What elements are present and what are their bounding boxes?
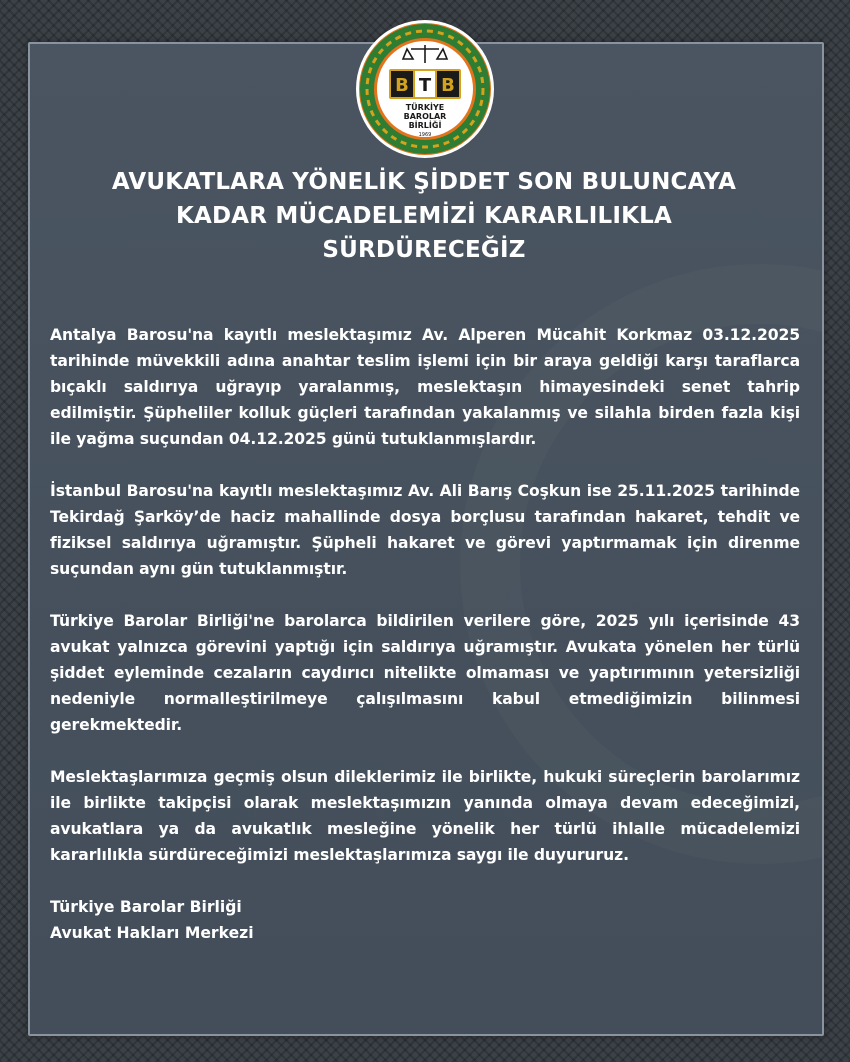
svg-text:T: T xyxy=(418,75,432,96)
svg-text:B: B xyxy=(395,75,409,96)
paragraph-istanbul: İstanbul Barosu'na kayıtlı meslektaşımız Av. Ali Barış Coşkun ise 25.11.2025 tarihinde Tekirdağ Şarköy’de haciz mahallinde dosya borçlusu tarafından hakaret, tehdit ve fiziksel saldırıya uğramıştır. Şüpheli hakaret ve görevi yaptırmamak için direnme suçundan aynı gün tutuklanmıştır. xyxy=(50,482,800,578)
signature-department: Avukat Hakları Merkezi xyxy=(50,924,254,942)
tbb-logo xyxy=(355,19,495,159)
logo-text-line1: TÜRKİYE xyxy=(405,103,445,112)
paragraph-statistics: Türkiye Barolar Birliği'ne barolarca bildirilen verilere göre, 2025 yılı içerisinde 43 avukat yalnızca görevini yaptığı için saldırıya uğramıştır. Avukata yönelen her türlü şiddet eyleminde cezaların caydırıcı nitelikte olmaması ve yaptırımının yetersizliği nedeniyle normalleştirilmeye çalışılmasını kabul etmediğimizin bilinmesi gerekmektedir. xyxy=(50,612,800,734)
statement-body xyxy=(50,322,800,946)
svg-text:B: B xyxy=(441,75,455,96)
tbb-monogram-icon xyxy=(389,69,461,99)
paragraph-closing: Meslektaşlarımıza geçmiş olsun dileklerimiz ile birlikte, hukuki süreçlerin barolarımız ile birlikte takipçisi olarak meslektaşımızın yanında olmaya devam edeceğimizi, avukatlara ya da avukatlık mesleğine yönelik her türlü ihlalle mücadelemizi kararlılıkla sürdüreceğimizi meslektaşlarımıza saygı ile duyururuz. xyxy=(50,768,800,864)
signature-org: Türkiye Barolar Birliği xyxy=(50,898,242,916)
page-title xyxy=(28,165,820,267)
title-line-3: SÜRDÜRECEĞİZ xyxy=(322,237,526,264)
title-line-2: KADAR MÜCADELEMİZİ KARARLILIKLA xyxy=(175,203,673,230)
signature xyxy=(50,894,800,946)
title-line-1: AVUKATLARA YÖNELİK ŞİDDET SON BULUNCAYA xyxy=(111,169,737,196)
logo-text-line2: BAROLAR xyxy=(403,112,447,121)
logo-text-line3: BİRLİĞİ xyxy=(408,121,442,130)
paragraph-antalya: Antalya Barosu'na kayıtlı meslektaşımız Av. Alperen Mücahit Korkmaz 03.12.2025 tarihinde müvekkili adına anahtar teslim işlemi için bir araya geldiği karşı taraflarca bıçaklı saldırıya uğrayıp yaralanmış, meslektaşın himayesindeki senet tahrip edilmiştir. Şüpheliler kolluk güçleri tarafından yakalanmış ve silahla birden fazla kişi ile yağma suçundan 04.12.2025 günü tutuklanmışlardır. xyxy=(50,326,800,448)
logo-year: 1969 xyxy=(418,132,432,138)
